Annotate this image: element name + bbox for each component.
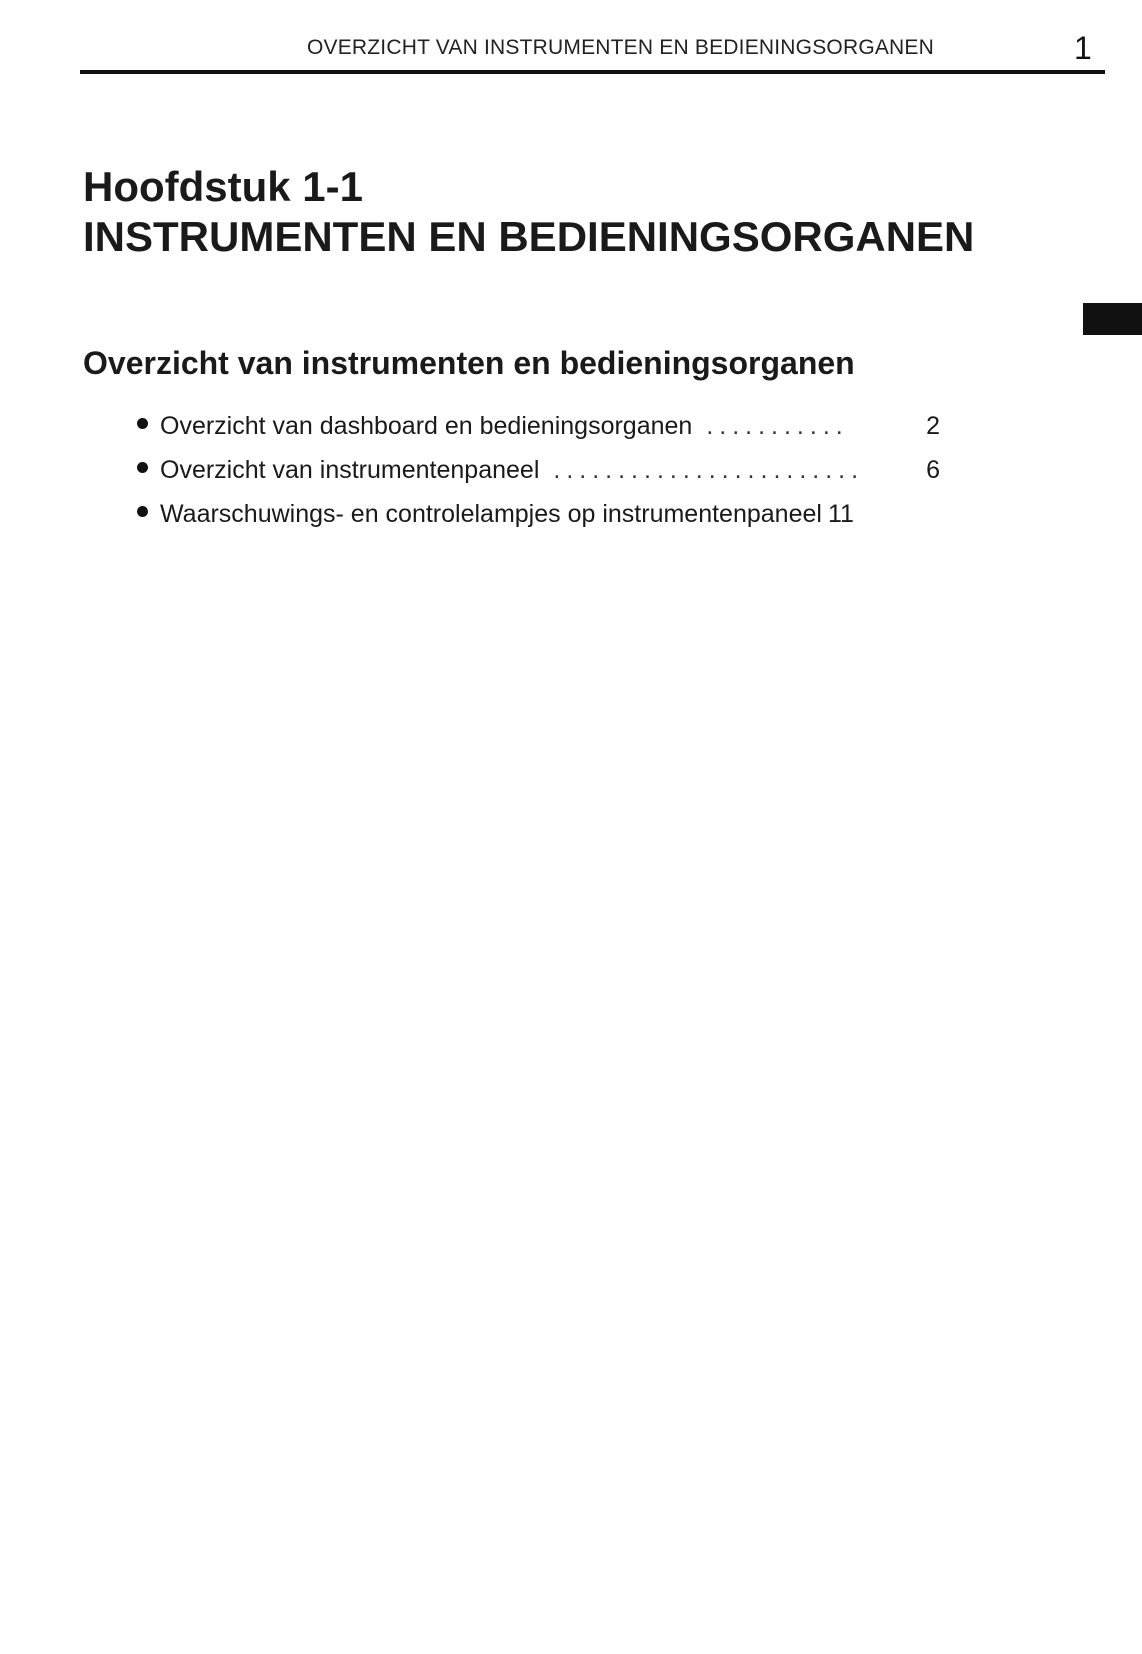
toc-item-page: 2 [926, 412, 940, 440]
table-of-contents [137, 412, 940, 544]
chapter-name: INSTRUMENTEN EN BEDIENINGSORGANEN [83, 213, 975, 260]
header-rule [80, 70, 1105, 74]
toc-leader-dots: ........................ [553, 456, 865, 484]
toc-leader-dots: ........... [706, 412, 849, 440]
toc-item-page: 11 [827, 500, 854, 528]
bullet-icon [137, 462, 148, 473]
section-thumb-tab [1083, 303, 1142, 335]
running-header-title: OVERZICHT VAN INSTRUMENTEN EN BEDIENINGSORGANEN [306, 36, 934, 59]
bullet-icon [137, 506, 148, 517]
toc-item-label: Waarschuwings- en controlelampjes op instrumentenpaneel [160, 500, 822, 528]
toc-item[interactable] [137, 500, 940, 544]
bullet-icon [137, 418, 148, 429]
toc-item[interactable] [137, 412, 940, 456]
toc-item-label: Overzicht van instrumentenpaneel [160, 456, 540, 484]
toc-item-label: Overzicht van dashboard en bedieningsorganen [160, 412, 693, 440]
toc-item-page: 6 [926, 456, 940, 484]
page-number: 1 [1074, 30, 1092, 66]
toc-item[interactable] [137, 456, 940, 500]
section-title: Overzicht van instrumenten en bedieningsorganen [83, 345, 855, 381]
chapter-number: Hoofdstuk 1-1 [83, 163, 364, 210]
chapter-title [83, 162, 974, 262]
